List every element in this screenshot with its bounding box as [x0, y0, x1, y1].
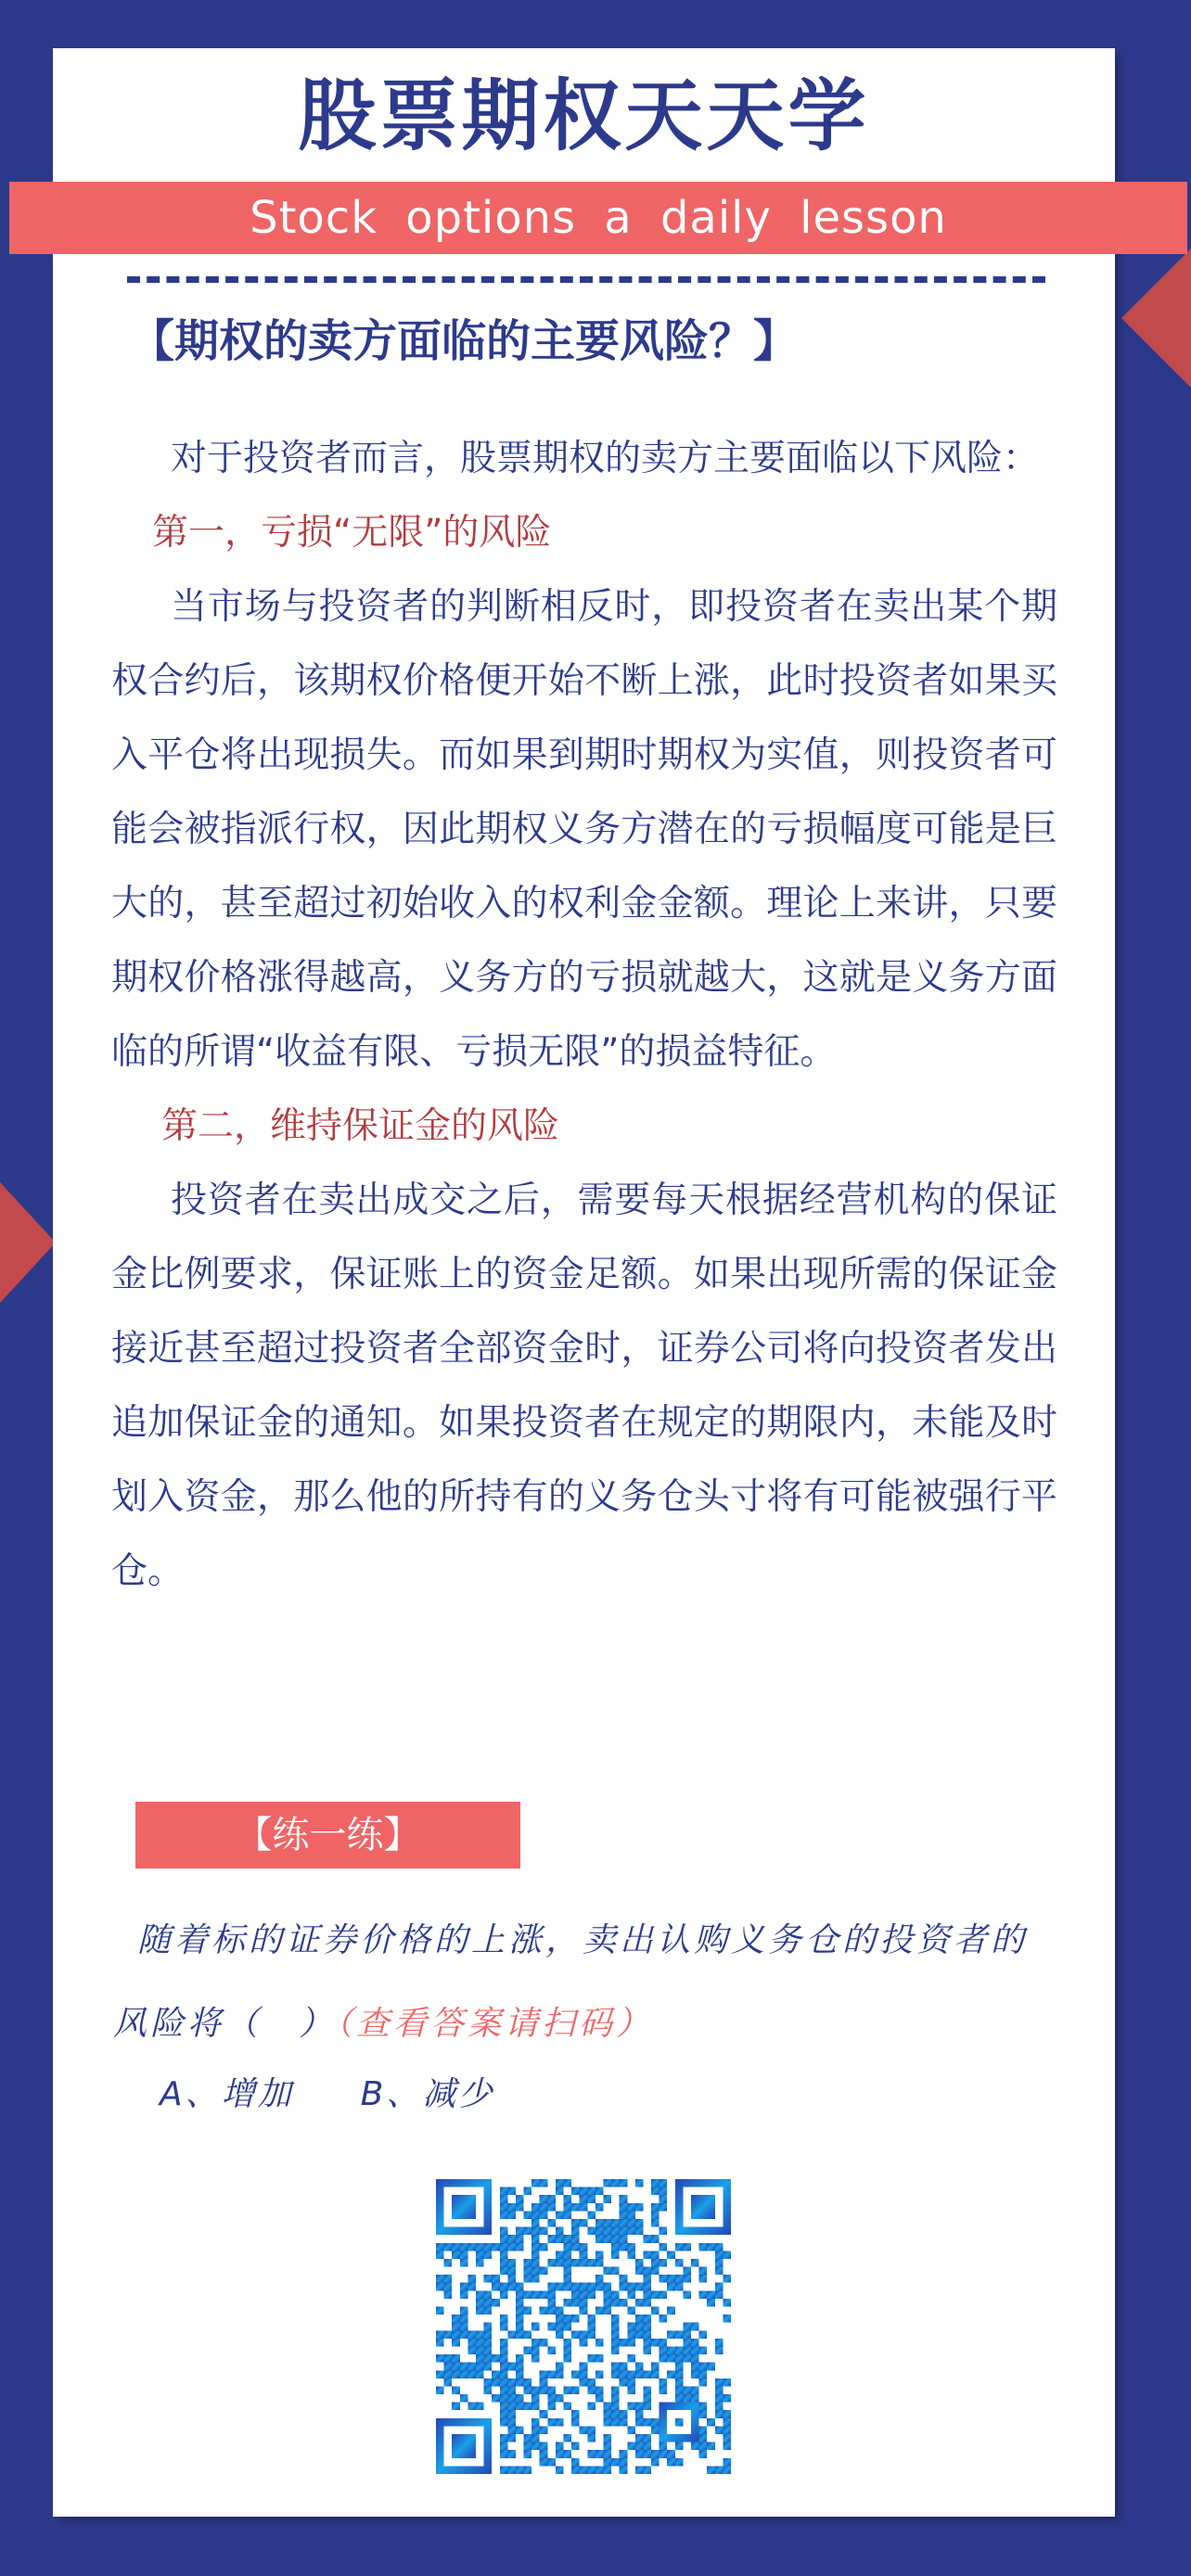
practice-label: 【练一练】 [135, 1802, 520, 1868]
option-b[interactable]: B、减少 [360, 2075, 495, 2113]
quiz-question-text: 随着标的证券价格的上涨，卖出认购义务仓的投资者的风险将（ ） [113, 1921, 1029, 2043]
quiz-hint: （查看答案请扫码） [336, 2005, 654, 2043]
section2-heading: 第二，维持保证金的风险 [161, 1105, 560, 1147]
section1-paragraph: 当市场与投资者的判断相反时，即投资者在卖出某个期权合约后，该期权价格便开始不断上涨，此时投资者如果买入平仓将出现损失。而如果到期时期权为实值，则投资者可能会被指派行权，因此期权义务方潜在的亏损幅度可能是巨大的，甚至超过初始收入的权利金金额。理论上来讲，只要期权价格涨得越高，义务方的亏损就越大，这就是义务方面临的所谓“收益有限、亏损无限”的损益特征。 [111, 586, 1057, 1073]
question-title: 【期权的卖方面临的主要风险？】 [130, 315, 799, 367]
subtitle-ribbon: Stock options a daily lesson [9, 182, 1187, 254]
section1-heading: 第一，亏损“无限”的风险 [152, 512, 552, 554]
dashed-divider [127, 276, 1045, 283]
article-body [111, 422, 1057, 1609]
intro-paragraph: 对于投资者而言，股票期权的卖方主要面临以下风险： [171, 438, 1040, 479]
option-a[interactable]: A、增加 [160, 2075, 294, 2113]
page-title: 股票期权天天学 [298, 70, 870, 161]
decorative-triangle-left [0, 1182, 56, 1303]
qr-code-icon[interactable] [436, 2179, 731, 2474]
section2-paragraph: 投资者在卖出成交之后，需要每天根据经营机构的保证金比例要求，保证账上的资金足额。如果出现所需的保证金接近甚至超过投资者全部资金时，证券公司将向投资者发出追加保证金的通知。如果投资者在规定的期限内，未能及时划入资金，那么他的所持有的义务仓头寸将有可能被强行平仓。 [111, 1180, 1057, 1592]
quiz-question [113, 1899, 1059, 2066]
decorative-triangle-right [1121, 249, 1191, 388]
quiz-options [160, 2053, 494, 2136]
